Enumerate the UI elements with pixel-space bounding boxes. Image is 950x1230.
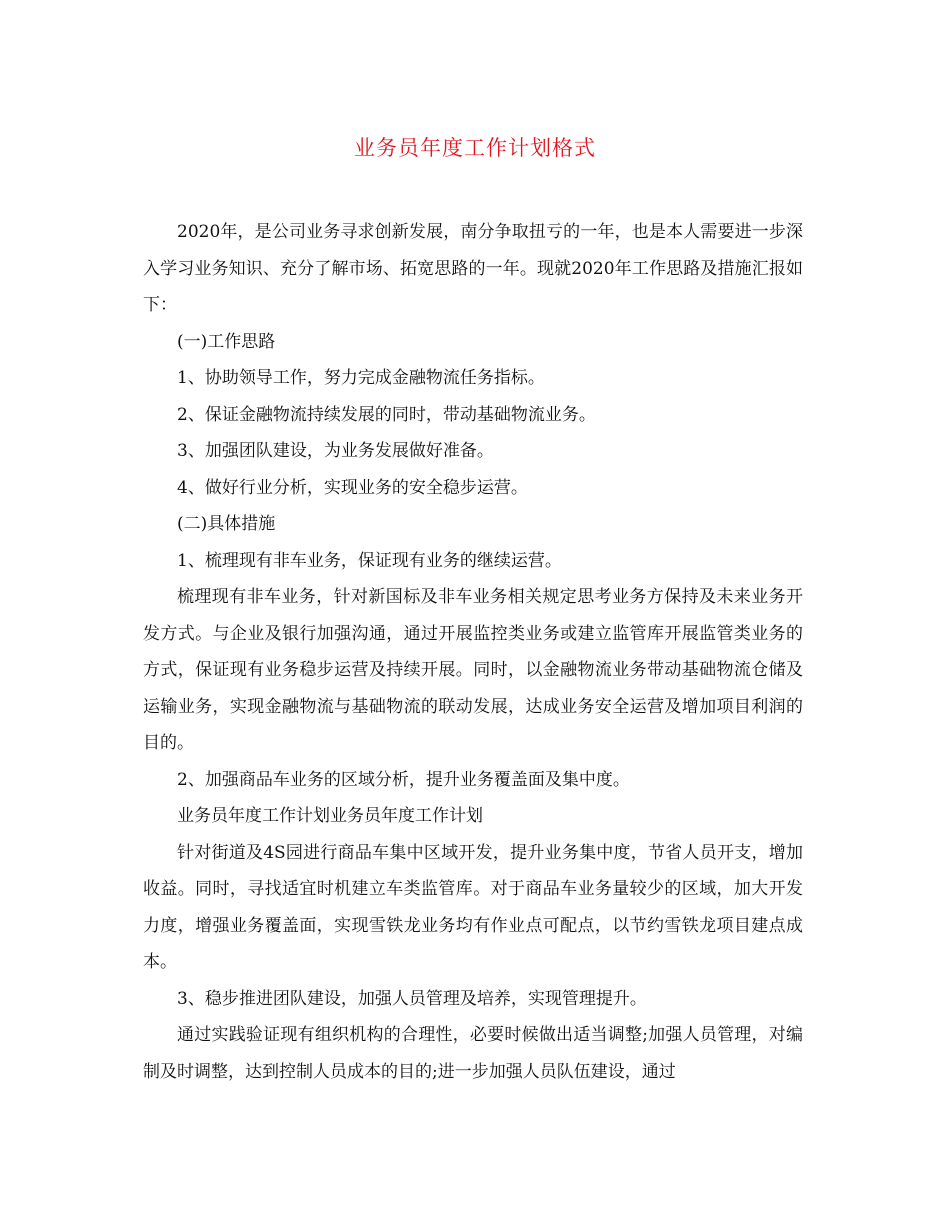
section-heading-work-ideas: (一)工作思路 (177, 331, 276, 352)
paragraph: 针对街道及4S园进行商品车集中区域开发，提升业务集中度，节省人员开支，增加收益。同时，寻找适宜时机建立车类监管库。对于商品车业务量较少的区域，加大开发力度，增强业务覆盖面，实现雪铁龙业务均有作业点可配点，以节约雪铁龙项目建点成本。 (143, 842, 803, 972)
document-body (143, 214, 803, 1090)
paragraph: 通过实践验证现有组织机构的合理性，必要时候做出适当调整;加强人员管理，对编制及时调整，达到控制人员成本的目的;进一步加强人员队伍建设，通过 (143, 1025, 803, 1082)
list-item: 4、做好行业分析，实现业务的安全稳步运营。 (177, 477, 528, 498)
list-item: 2、加强商品车业务的区域分析，提升业务覆盖面及集中度。 (177, 769, 630, 790)
list-item: 1、协助领导工作，努力完成金融物流任务指标。 (177, 368, 545, 388)
list-item: 1、梳理现有非车业务，保证现有业务的继续运营。 (177, 550, 562, 571)
section-heading-measures: (二)具体措施 (177, 514, 276, 534)
list-item: 3、加强团队建设，为业务发展做好准备。 (177, 441, 494, 461)
list-item: 3、稳步推进团队建设，加强人员管理及培养，实现管理提升。 (177, 988, 647, 1009)
paragraph: 梳理现有非车业务，针对新国标及非车业务相关规定思考业务方保持及未来业务开发方式。与企业及银行加强沟通，通过开展监控类业务或建立监管库开展监管类业务的方式，保证现有业务稳步运营及持续开展。同时，以金融物流业务带动基础物流仓储及运输业务，实现金融物流与基础物流的联动发展，达成业务安全运营及增加项目利润的目的。 (143, 587, 803, 753)
paragraph-repeated-title: 业务员年度工作计划业务员年度工作计划 (177, 806, 483, 826)
paragraph-intro: 2020年，是公司业务寻求创新发展，南分争取扭亏的一年，也是本人需要进一步深入学习业务知识、充分了解市场、拓宽思路的一年。现就2020年工作思路及措施汇报如下： (143, 222, 803, 315)
document-title: 业务员年度工作计划格式 (354, 136, 596, 160)
list-item: 2、保证金融物流持续发展的同时，带动基础物流业务。 (177, 404, 596, 425)
